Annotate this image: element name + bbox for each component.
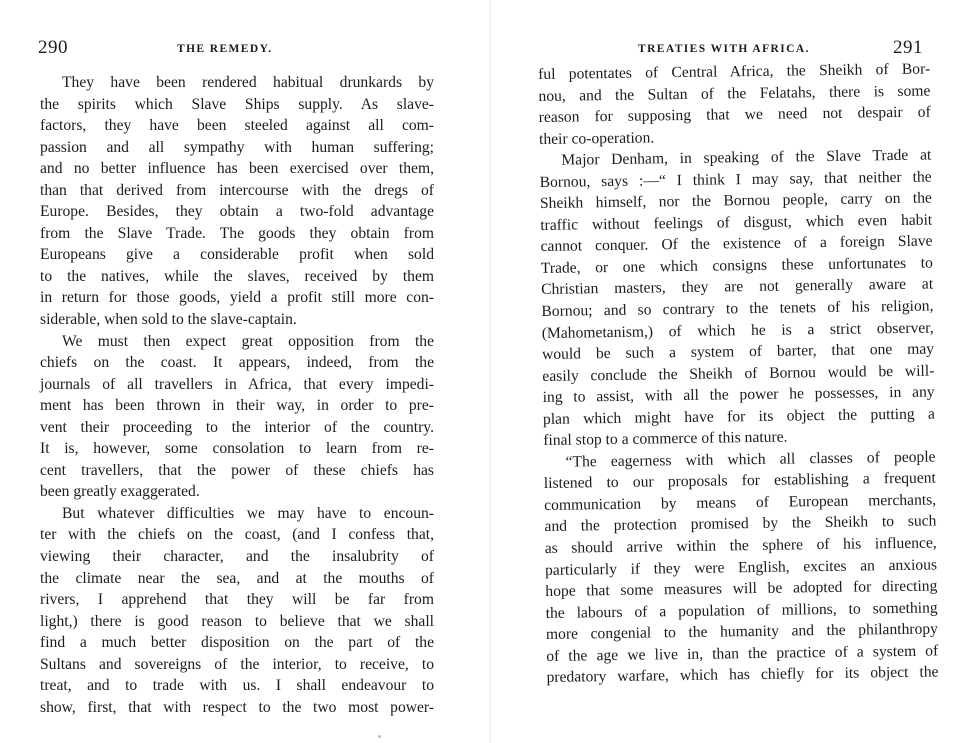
text-line: Major Denham, in speaking of the Slave Trade at (561, 146, 932, 169)
text-line: traffic without feelings of disgust, which even habit (540, 211, 933, 234)
text-line: nou, and the Sultan of the Felatahs, there is some (538, 82, 931, 105)
text-line: Christian masters, they are not generally aware at (541, 275, 934, 299)
text-line: and the protection promised by the Sheikh to such (544, 512, 937, 536)
text-line: Sultans and sovereigns of the interior, to receive, to (40, 655, 434, 673)
text-line: Europeans give a considerable profit when sold (40, 246, 434, 264)
text-line: Trade, or one which consigns these unfortunates to (540, 254, 933, 277)
text-line: of the age we live in, than the practice of a system of (546, 642, 939, 665)
text-line: in return for those goods, yield a profit still more con- (40, 289, 434, 307)
paper-speck (378, 735, 381, 738)
text-line: It is, however, some consolation to learn from re- (40, 440, 434, 458)
text-line: chiefs on the coast. It appears, indeed, from the (40, 354, 434, 372)
page-number: 291 (893, 37, 923, 58)
text-line: Bornou, says :—“ I think I may say, that neither the (539, 168, 932, 191)
body-text (538, 59, 939, 689)
text-line: light,) there is good reason to believe that we shall (40, 612, 434, 630)
text-line: been greatly exaggerated. (40, 483, 200, 501)
running-head: THE REMEDY. (177, 43, 273, 55)
text-line: show, first, that with respect to the two most power- (40, 698, 434, 716)
text-line: easily conclude the Sheikh of Bornou would be will- (542, 362, 935, 385)
text-line: Europe. Besides, they obtain a two-fold advantage (40, 203, 434, 221)
text-line: ing to assist, with all the power he possesses, in any (542, 383, 935, 407)
text-line: siderable, when sold to the slave-captain. (40, 311, 297, 329)
text-line: plan which might have for its object the putting a (542, 405, 936, 428)
text-line: Sheikh himself, nor the Bornou people, carry on the (539, 189, 933, 213)
body-text (40, 72, 434, 718)
text-line: communication by means of European merchants, (544, 491, 937, 514)
text-line: rivers, I apprehend that they will be far from (40, 591, 434, 609)
text-line: “The eagerness with which all classes of people (565, 448, 936, 471)
text-line: viewing their character, and the insalubrity of (40, 548, 434, 566)
text-line: their co-operation. (538, 129, 655, 148)
text-line: factors, they have been steeled against all com- (40, 117, 434, 135)
text-line: (Mahometanism,) of which he is a strict observer, (541, 319, 934, 342)
text-line: to the natives, while the slaves, received by them (40, 267, 434, 285)
text-line: find a much better disposition on the part of the (40, 634, 434, 652)
text-line: as should arrive within the sphere of his influence, (544, 534, 937, 557)
text-line: ment has been thrown in their way, in order to pre- (40, 397, 434, 415)
text-line: ful potentates of Central Africa, the Sheikh of Bor- (538, 60, 931, 83)
text-line: vent their proceeding to the interior of the country. (40, 418, 434, 436)
text-line: than that derived from intercourse with the dregs of (40, 181, 434, 199)
text-line: But whatever difficulties we may have to encoun- (62, 504, 434, 522)
text-line: cannot conquer. Of the existence of a foreign Slave (540, 232, 933, 256)
text-line: from the Slave Trade. The goods they obtain from (40, 224, 434, 242)
page-number: 290 (38, 37, 68, 58)
text-line: would be such a system of barter, that one may (541, 340, 935, 364)
right-page (490, 0, 980, 743)
text-line: They have been rendered habitual drunkards by (62, 74, 434, 91)
text-line: cent travellers, that the power of these chiefs has (40, 461, 434, 479)
text-line: journals of all travellers in Africa, that every impedi- (40, 375, 434, 393)
text-line: listened to our proposals for establishing a frequent (543, 469, 936, 493)
text-line: reason for supposing that we need not despair of (538, 103, 931, 127)
text-line: hope that some measures will be adopted for directing (545, 577, 938, 601)
text-line: final stop to a commerce of this nature. (543, 428, 788, 450)
running-head: TREATIES WITH AFRICA. (638, 43, 810, 55)
text-line: the labours of a population of millions, to something (545, 599, 938, 622)
text-line: Bornou; and so contrary to the tenets of his religion, (541, 297, 934, 320)
text-line: ter with the chiefs on the coast, (and I confess that, (40, 526, 434, 544)
text-line: and no better influence has been exercised over them, (40, 160, 434, 178)
text-line: treat, and to trade with us. I shall endeavour to (40, 677, 434, 695)
text-line: We must then expect great opposition from the (62, 332, 434, 350)
text-line: particularly if they were English, excites an anxious (544, 556, 938, 579)
text-line: the climate near the sea, and at the mouths of (40, 569, 434, 587)
text-line: the spirits which Slave Ships supply. As slave- (40, 95, 434, 113)
text-line: passion and all sympathy with human suffering; (40, 138, 434, 156)
text-line: more congenial to the humanity and the philanthropy (545, 620, 939, 644)
text-line: predatory warfare, which has chiefly for its object the (546, 663, 939, 687)
